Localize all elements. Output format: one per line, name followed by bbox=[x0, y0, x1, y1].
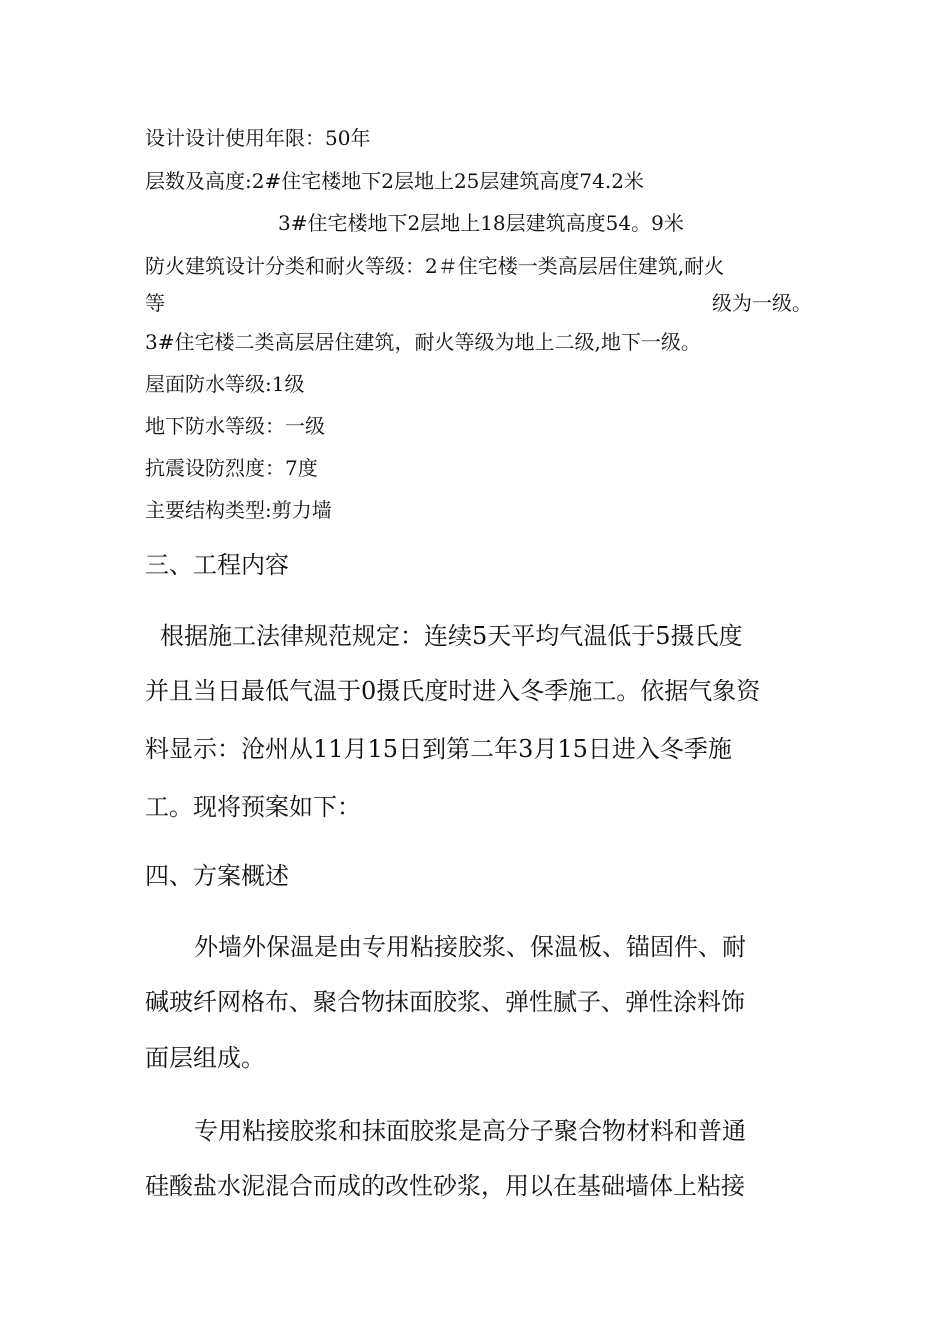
section-3-para-line-1: 根据施工法律规范规定：连续5天平均气温低于5摄氏度 bbox=[160, 622, 743, 650]
section-4-para-2-line-2: 硅酸盐水泥混合而成的改性砂浆，用以在基础墙体上粘接 bbox=[145, 1172, 745, 1200]
floors-height-line-2: 层数及高度:2#住宅楼地下2层地上25层建筑高度74.2米 bbox=[145, 169, 644, 193]
fire-class-line-2b: 级为一级。 bbox=[712, 291, 812, 315]
underground-waterproof-line: 地下防水等级：一级 bbox=[145, 414, 325, 438]
section-3-para-line-3: 料显示：沧州从11月15日到第二年3月15日进入冬季施 bbox=[145, 735, 732, 763]
design-life-line: 设计设计使用年限：50年 bbox=[145, 126, 371, 150]
section-3-para-line-2: 并且当日最低气温于0摄氏度时进入冬季施工。依据气象资 bbox=[145, 677, 761, 705]
section-4-para-1-line-3: 面层组成。 bbox=[145, 1044, 265, 1072]
fire-class-line-2a: 等 bbox=[145, 291, 165, 315]
floors-height-line-3: 3#住宅楼地下2层地上18层建筑高度54。9米 bbox=[278, 211, 684, 235]
seismic-line: 抗震设防烈度：7度 bbox=[145, 456, 318, 480]
section-4-para-2-line-1: 专用粘接胶浆和抹面胶浆是高分子聚合物材料和普通 bbox=[194, 1117, 746, 1145]
section-3-para-line-4: 工。现将预案如下： bbox=[145, 793, 361, 821]
section-4-title: 四、方案概述 bbox=[145, 862, 289, 890]
section-4-para-1-line-2: 碱玻纤网格布、聚合物抹面胶浆、弹性腻子、弹性涂料饰 bbox=[145, 988, 745, 1016]
fire-class-line-3: 3#住宅楼二类高层居住建筑，耐火等级为地上二级,地下一级。 bbox=[145, 330, 701, 354]
structure-line: 主要结构类型:剪力墙 bbox=[145, 498, 332, 522]
roof-waterproof-line: 屋面防水等级:1级 bbox=[145, 372, 305, 396]
section-4-para-1-line-1: 外墙外保温是由专用粘接胶浆、保温板、锚固件、耐 bbox=[194, 933, 746, 961]
section-3-title: 三、工程内容 bbox=[145, 551, 289, 579]
fire-class-line-1: 防火建筑设计分类和耐火等级：2＃住宅楼一类高层居住建筑,耐火 bbox=[145, 254, 725, 278]
